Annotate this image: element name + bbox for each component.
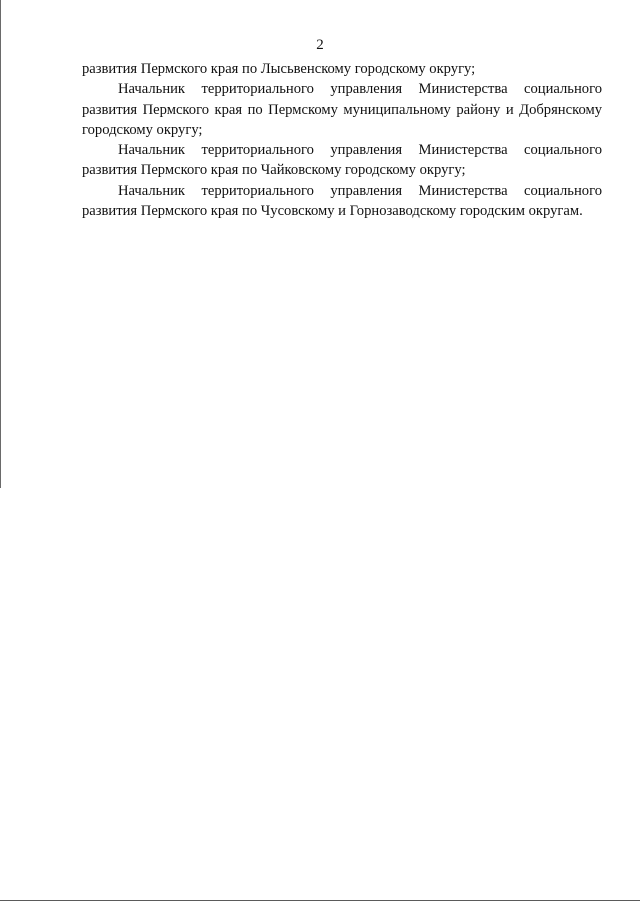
paragraph-continuation: развития Пермского края по Лысьвенскому городскому округу; bbox=[82, 61, 476, 77]
scan-edge-left bbox=[0, 0, 1, 488]
scan-edge-bottom bbox=[0, 900, 640, 901]
paragraph-chusovoy: Начальник территориального управления Министерства социального развития Пермского края по Чусовскому и Горнозаводскому городским округам. bbox=[82, 182, 602, 220]
page-number: 2 bbox=[316, 37, 324, 53]
paragraph-chaikovsky: Начальник территориального управления Министерства социального развития Пермского края по Чайковскому городскому округу; bbox=[82, 142, 602, 179]
paragraph-perm-district: Начальник территориального управления Министерства социального развития Пермского края по Пермскому муниципальному району и Добрянскому городскому округу; bbox=[82, 81, 602, 138]
document-body bbox=[82, 59, 602, 221]
